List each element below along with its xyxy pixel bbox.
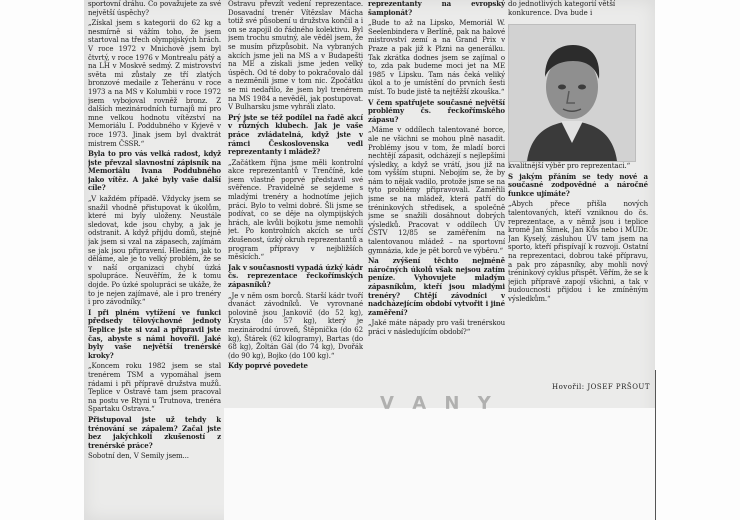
paragraph: „Bude to až na Lipsko, Memoriál W. Seelenbindera v Berlíně, pak na halové mistrovství zemí a na Grand Prix v Praze a pak již k Plzni na generálku. Tak zkrátka dodnes jsem se zajímal o to, zda pak budeme moci jet na ME 1985 v Lipsku. Tam nás čeká veliký úkol a to je umístění do prvních šesti míst. To bude jistě ta nejtěžší zkouška.“ xyxy=(368,19,505,96)
portrait-icon xyxy=(509,25,635,161)
headline-fragment: V A N Y xyxy=(380,393,497,411)
paragraph: „Získal jsem s kategorii do 62 kg a nesmírně si vážím toho, že jsem startoval na třech olympijských hrách. V roce 1972 v Mnichově jsem byl čtvrtý, v roce 1976 v Montrealu pátý a na LH v Moskvě sedmý. Z mistrovství světa mi zůstaly ze tří zlatých bronzové medaile z Teheránu v roce 1973 a na MS v Kolumbii v roce 1972 jsem vybojoval rovněž bronz. Z dalších mezinárodních turnajů mi pro mne velkou hodnotu vítězství na Memoriálu I. Poddubného v Kyjevě v roce 1973. Jinak jsem byl dvaktrát mistrem ČSSR.“ xyxy=(88,19,221,148)
paragraph: „Začátkem října jsme měli kontrolní akce reprezentantů v Trenčíně, kde jsem vlastně poprvé představil své svěřence. Pravidelně se sejdeme s mladými trenéry a hodnotíme jejich práci. Bylo to velmi dobré. Šli jsme se podívat, co se děje na olympijských hrách, ale kvůli bojkotu jsme nemohli jet. Po kontrolních akcích se určí zkušenost, úzký okruh reprezentantů a program přípravy v nejbližších měsících.“ xyxy=(228,158,363,262)
question: Přistupoval jste už tehdy k trénování se zápalem? Začal jste bez jakýchkoli zkušeností z trenérské práce? xyxy=(88,414,221,450)
question: Na zvýšení těchto nejméně náročných úkolů však nejsou zatím peníze. Vyhovujete mladým zápasníkům, kteří jsou mladými trenéry? Chtějí závodníci v nadcházejícím období vytvořit i jiné zaměření? xyxy=(368,256,505,317)
author-signature: Hovořil: JOSEF PRŠOUT xyxy=(551,383,650,391)
portrait-photo xyxy=(508,24,636,162)
paragraph: „Je v něm osm borců. Starší kádr tvoří dvanáct závodníků. Ve vyrovnané polovině jsou Jankovič (do 52 kg), Krysta (do 57 kg), který je mezinárodní úroveň, Štěpnička (do 62 kg), Štárek (62 kilogramy), Bartas (do 68 kg), Žoltán Gál (do 74 kg), Dvořák (do 90 kg), Bojko (do 100 kg).“ xyxy=(228,291,363,360)
paragraph: kvalitnější výběr pro reprezentaci.“ xyxy=(508,162,631,170)
question: I při plném vytížení ve funkci předsedy tělovýchovné jednoty Teplice jste si vzal a připravil jste čas, abyste s námi hovořil. Jaké byly vaše největší trenérské kroky? xyxy=(88,307,221,360)
article-column-4-top xyxy=(508,0,648,20)
question: S jakým přáním se tedy nové a současné zodpovědné a náročné funkce ujímáte? xyxy=(508,171,648,198)
question: Jak v současnosti vypadá úzký kádr čs. reprezentace řeckořímských zápasníků? xyxy=(228,262,363,289)
paragraph: „V každém případě. Vždycky jsem se snažil vhodně přistupovat k úkolům, které mi byly uloženy. Neustále sledovat, kde jsou chyby, a jak je odstranit. A když přijdu domů, stejně jak jsem si vzal na zápasech, zajímám se jak jsou připravení. Hledám, jak to děláme, ale je to velký problém, že se v naší organizaci chybí úzká spolupráce. Neuvěřím, že k tomu dojde. Po úzké spolupráci se ukáže, že to je nejen zajímavé, ale i pro trenéry i pro závodníky.“ xyxy=(88,195,221,307)
paragraph: „Abych přece přišla nových talentovaných, kteří vzniknou do čs. reprezentace, a v němž jsou i teplice kromě Jan Šimek, Jan Kůs nebo i MUDr. Jan Kyselý, zásluhou ÚV tam jsem na sporto, kteří přispívají k rozvoji. Ostatní na reprezentaci, dobrou také přípravu, a pak pro zápasníky, aby mohli nový tréninkový cyklus přispět. Věřím, že se k jejich přípravě zapojí všichni, a tak v budoucnosti přijdou i ke zmíněným výsledkům.“ xyxy=(508,200,648,303)
paragraph: Ostravu převzít vedení reprezentace. Dosavadní trenér Vítězslav Mácha totiž své působení u družstva končil a i on se zapojil do řádného kolektivu. Byl jsem trochu smutný, ale věděl jsem, že se musím přizpůsobit. Na vybraných akcích jsme jeli na MS a v Budapešti na ME a získali jsme jeden velký úspěch. Od té doby to pokračovalo dál a nezměnili jsme v tom nic. Zpočátku se mi nedařilo, že jsem byl trenérem na MS 1984 a nevěděl, jak postupovat. V Bulharsku jsme vyhráli zlato. xyxy=(228,0,363,112)
paragraph: „Koncem roku 1982 jsem se stal trenérem TSM a vypomáhal jsem rádami i při přípravě družstva mužů. Teplice v Ostravě tam jsem pracoval na postu ve Rtyni u Trutnova, trenéra Spartaku Ostrava.“ xyxy=(88,362,221,414)
question: reprezentanty na evropský šampionát? xyxy=(368,0,505,17)
question: V čem spatřujete současné největší problémy čs. řeckořímského zápasu? xyxy=(368,97,505,124)
article-column-4 xyxy=(508,162,648,408)
paragraph: do jednotlivých kategorií větší konkurence. Dva bude i xyxy=(508,0,616,17)
fold-line xyxy=(655,370,656,520)
question: Byla to pro vás velká radost, když jste převzal slavnostní zápisník na Memoriálu Ivana Poddubného jako vítěz. A jaké byly vaše další cíle? xyxy=(88,149,221,193)
article-column-2 xyxy=(228,0,363,408)
article-column-3 xyxy=(368,0,505,408)
article-column-1 xyxy=(88,0,221,520)
question: Kdy poprvé povedete xyxy=(228,361,308,371)
paragraph: „Máme v oddílech talentované borce, ale ne všichni se mohou plně nasadit. Problémy jsou v tom, že mladí borci nechtějí zápasit, odcházejí s nejlepšími výsledky, a když se vrátí, jsou již na tom vyšším stupni. Nebojím se, že by nám to nějak vadilo, protože jsme se na tyto problémy připravovali. Zaměřili jsme se na mládež, která patří do tréninkových středisek, a společně jsme se snažili dosáhnout dobrých výsledků. Pracovat v oddílech ÚV ČSTV 12/85 se zaměřením na talentovanou mládež – na sportovní gymnázia, kde je pět borců ve výběru.“ xyxy=(368,126,505,255)
paragraph: sportovní dráhu. Co považujete za své největší úspěchy? xyxy=(88,0,221,17)
blank-area xyxy=(224,408,655,520)
paragraph: Sobotní den, V Semily jsem... xyxy=(88,452,189,461)
question: Prý jste se též podílel na řadě akcí v různých klubech. Jak je vaše práce zvládatelná, když jste v rámci Československa vedl reprezentanty i mládež? xyxy=(228,112,363,157)
paragraph: „Jaké máte nápady pro vaši trenérskou práci v následujícím období?“ xyxy=(368,319,505,336)
